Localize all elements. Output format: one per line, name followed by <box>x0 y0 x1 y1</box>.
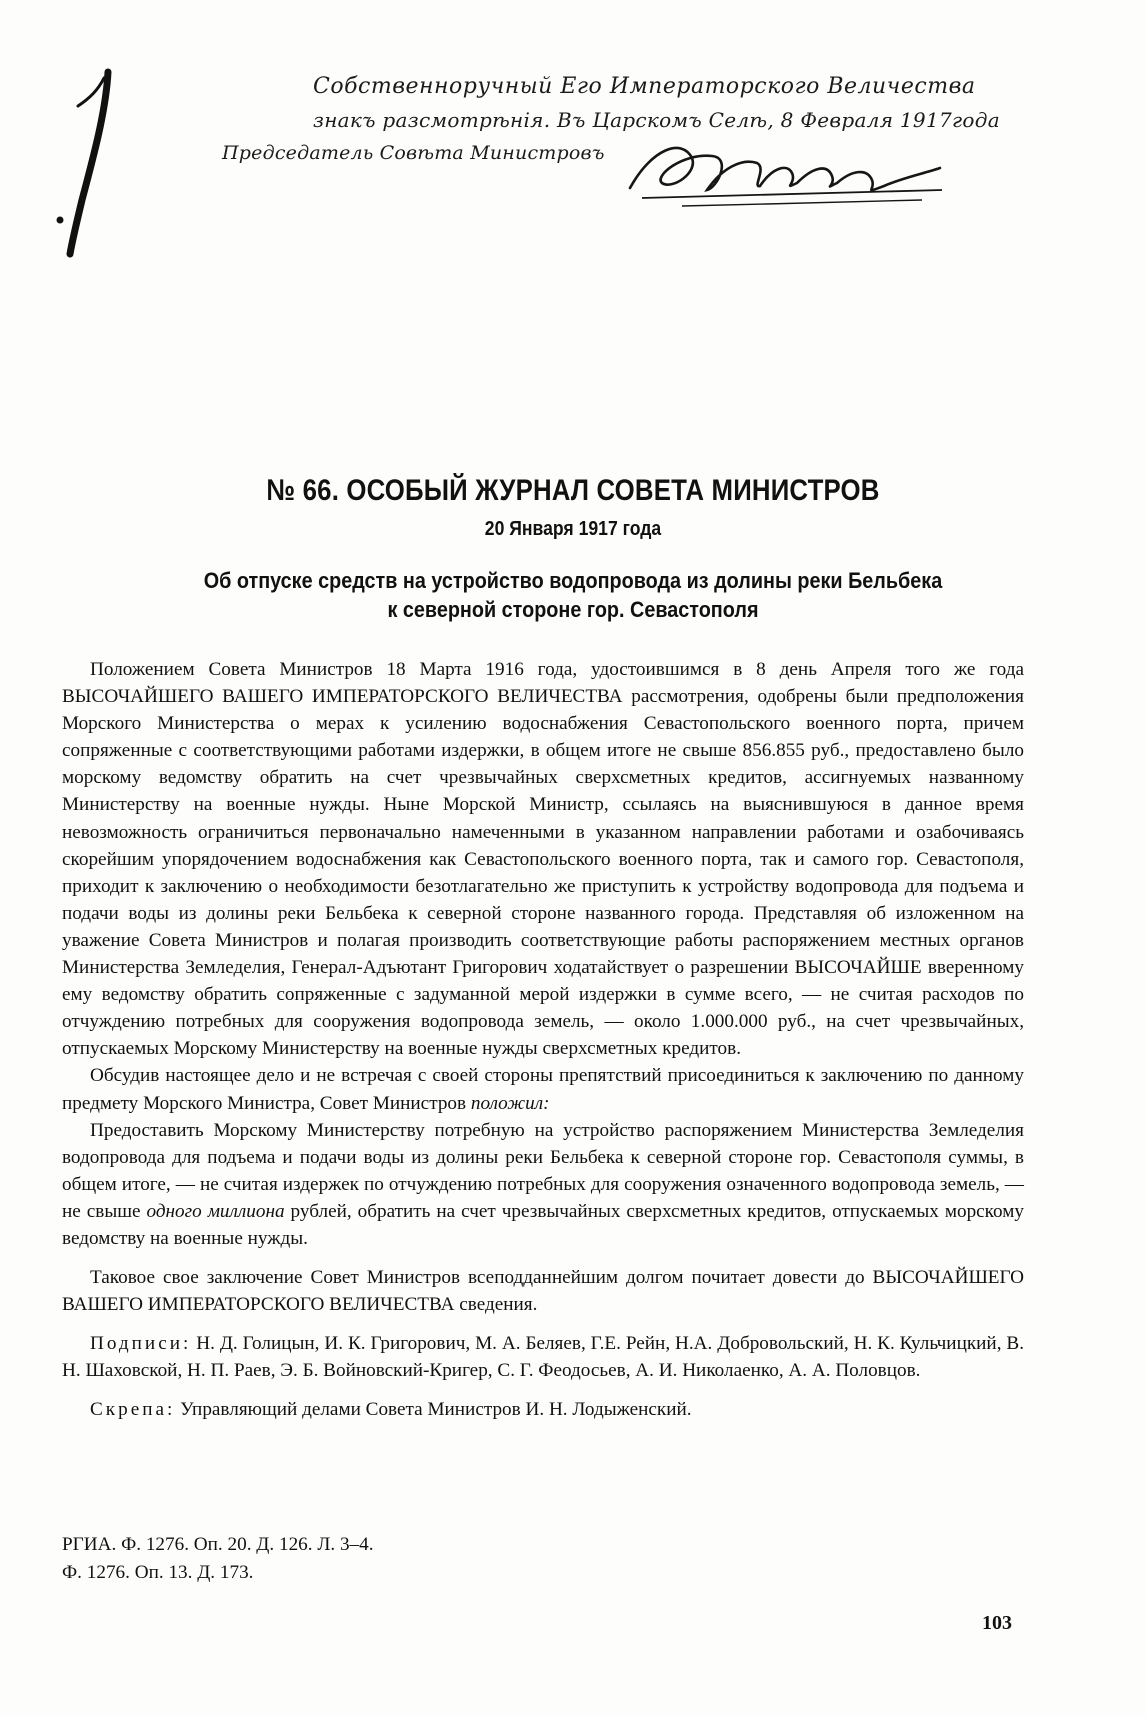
signatories <box>62 1330 1024 1384</box>
paragraph-2-text: Обсудив настоящее дело и не встречая с своей стороны препятствий присоединиться к заключению по данному предмету Морского Министра, Совет Министров <box>62 1065 1024 1114</box>
document-date: 20 Января 1917 года <box>484 518 662 540</box>
subject-line-1: Об отпуске средств на устройство водопровода из долины реки Бельбека <box>203 568 943 593</box>
paragraph-3-part-2: рублей, обратить на счет чрезвычайных сверхсметных кредитов, отпускаемых морскому ведомству на военные нужды. <box>62 1200 1024 1249</box>
resolved-word: положил: <box>470 1092 550 1114</box>
countersign <box>62 1396 1024 1423</box>
paragraph-1: Положением Совета Министров 18 Марта 1916 года, удостоившимся в 8 день Апреля того же года ВЫСОЧАЙШЕГО ВАШЕГО ИМПЕРАТОРСКОГО ВЕЛИЧЕСТВА рассмотрения, одобрены были предположения Морского Министерства о мерах к усилению водоснабжения Севастопольского военного порта, причем сопряженные с соответствующими работами издержки, в общем итоге не свыше 856.855 руб., предоставлено было морскому ведомству обратить на счет чрезвычайных сверхсметных кредитов, ассигнуемых названному Министерству на военные нужды. Ныне Морской Министр, ссылаясь на выяснившуюся в данное время невозможность ограничиться первоначально намеченными в указанном направлении работами и озабочиваясь скорейшим упорядочением водоснабжения как Севастопольского военного порта, так и самого гор. Севастополя, приходит к заключению о необходимости безотлагательно же приступить к устройству водопровода для подъема и подачи воды из долины реки Бельбека к северной стороне названного города. Представляя об изложенном на уважение Совета Министров и полагая производить соответствующие работы распоряжением местных органов Министерства Земледелия, Генерал-Адъютант Григорович ходатайствует о разрешении ВЫСОЧАЙШЕ вверенному ему ведомству обратить сопряженные с задуманной мерой издержки в сумме всего, — не считая расходов по отчуждению потребных для сооружения водопровода земель, — около 1.000.000 руб., на счет чрезвычайных, отпускаемых Морскому Министерству на военные нужды сверхсметных кредитов. <box>62 659 1024 1060</box>
archive-reference-1: РГИА. Ф. 1276. Оп. 20. Д. 126. Л. 3–4. <box>62 1534 374 1555</box>
subject-line-2: к северной стороне гор. Севастополя <box>387 597 759 622</box>
signatories-label: Подписи: <box>90 1333 192 1355</box>
resolution-line-1: Собственноручный Его Императорского Величества <box>313 74 976 99</box>
page-number: 103 <box>982 1612 1012 1634</box>
amount-words: одного миллиона <box>146 1200 285 1222</box>
countersign-label: Скрепа: <box>90 1399 176 1421</box>
margin-number-mark <box>48 60 128 260</box>
resolution-line-2: знакъ разсмотрѣнія. Въ Царскомъ Селѣ, 8 Февраля 1917года <box>313 108 1000 132</box>
paragraph-4: Таковое свое заключение Совет Министров всеподданнейшим долгом почитает довести до ВЫСОЧАЙШЕГО ВАШЕГО ИМПЕРАТОРСКОГО ВЕЛИЧЕСТВА сведения. <box>62 1267 1024 1316</box>
signatories-names: Н. Д. Голицын, И. К. Григорович, М. А. Беляев, Г.Е. Рейн, Н.А. Добровольский, Н. К. Кульчицкий, В. Н. Шаховской, Н. П. Раев, Э. Б. Войновский-Кригер, С. Г. Феодосьев, А. И. Николаенко, А. А. Половцов. <box>62 1333 1025 1382</box>
countersign-text: Управляющий делами Совета Министров И. Н. Лодыженский. <box>180 1399 692 1421</box>
archive-references <box>62 1531 374 1587</box>
paragraph-3 <box>62 1117 1024 1252</box>
document-body <box>62 656 1024 1424</box>
resolution-line-3: Председатель Совѣта Министровъ <box>222 142 605 164</box>
paragraph-2 <box>62 1062 1024 1116</box>
document-subject <box>138 566 1007 624</box>
document-title: № 66. ОСОБЫЙ ЖУРНАЛ СОВЕТА МИНИСТРОВ <box>266 474 880 507</box>
signature-icon <box>622 128 952 218</box>
archive-reference-2: Ф. 1276. Оп. 13. Д. 173. <box>62 1562 254 1583</box>
paragraph-3-part-1: Предоставить Морскому Министерству потребную на устройство распоряжением Министерства Земледелия водопровода для подъема и подачи воды из долины реки Бельбека к северной стороне гор. Севастополя суммы, в общем итоге, — не считая издержек по отчуждению потребных для сооружения означенного водопровода земель, — не свыше <box>62 1119 1024 1222</box>
